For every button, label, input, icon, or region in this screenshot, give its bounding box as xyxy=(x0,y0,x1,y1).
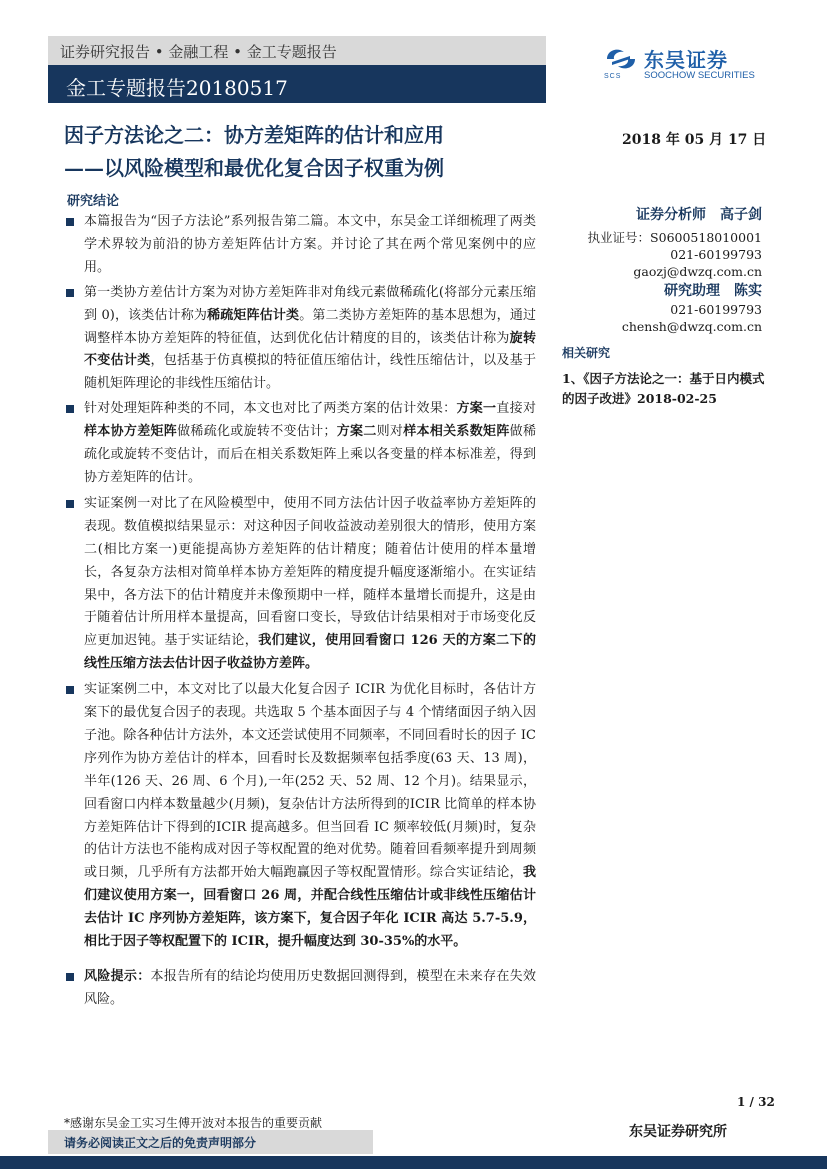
header-report-tag-band xyxy=(48,65,546,103)
report-date: 2018 年 05 月 17 日 xyxy=(622,132,767,148)
risk-label: 风险提示： xyxy=(84,969,151,984)
analyst-1-email[interactable]: gaozj@dwzq.com.cn xyxy=(633,264,762,280)
bullet-text-bold: 我们建议，使用回看窗口 126 天的方案二下的线性压缩方法去估计因子收益协方差阵。 xyxy=(84,633,536,672)
acknowledgement: *感谢东吴金工实习生傅开波对本报告的重要贡献 xyxy=(64,1116,323,1130)
bullet-text: 做稀疏化或旋转不变估计，而后在相关系数矩阵上乘以各变量的样本标准差，得到协方差矩阵的估计。 xyxy=(84,424,536,485)
bullet-square-icon xyxy=(66,405,74,413)
risk-warning xyxy=(64,966,536,1012)
report-title-line1: 因子方法论之二：协方差矩阵的估计和应用 xyxy=(64,123,444,147)
bullet-text: 做稀疏化或旋转不变估计； xyxy=(177,424,337,440)
analyst-1-license: 执业证号：S0600518010001 xyxy=(587,230,762,245)
related-research-item[interactable]: 1、《因子方法论之一：基于日内模式的因子改进》2018-02-25 xyxy=(562,371,765,406)
bullet-text: 针对处理矩阵种类的不同，本文也对比了两类方案的估计效果： xyxy=(84,401,457,417)
disclaimer-note[interactable]: 请务必阅读正文之后的免责声明部分 xyxy=(64,1136,257,1150)
bullet-text-bold: 样本协方差矩阵 xyxy=(84,424,178,440)
research-institute: 东吴证券研究所 xyxy=(629,1124,727,1140)
bullet-text-bold: 方案一 xyxy=(456,401,497,417)
report-title-line2: ——以风险模型和最优化复合因子权重为例 xyxy=(64,156,444,180)
bullet-text: 则对 xyxy=(376,424,404,440)
company-logo-icon xyxy=(604,46,638,72)
analyst-2-email[interactable]: chensh@dwzq.com.cn xyxy=(621,318,762,334)
bullet-text: 实证案例一对比了在风险模型中，使用不同方法估计因子收益率协方差矩阵的表现。数值模拟结果显示：对这种因子间收益波动差别很大的情形，使用方案二(相比方案一)更能提高协方差矩阵的估计精度；随着估计使用的样本量增长，各复杂方法相对简单样本协方差矩阵的精度提升幅度逐渐缩小。在实证结果中，各方法下的估计精度并未像预期中一样，随样本量增长而提升，这是由于随着估计所用样本量提高，回看窗口变长，导致估计结果相对于市场变化反应更加迟钝。基于实证结论， xyxy=(84,495,536,649)
bullet-text: ，包括基于仿真模拟的特征值压缩估计，线性压缩估计，以及基于随机矩阵理论的非线性压缩估计。 xyxy=(84,353,536,392)
analyst-2-phone: 021-60199793 xyxy=(670,301,762,317)
company-logo xyxy=(604,46,774,86)
conclusions-body xyxy=(64,211,536,1012)
report-tag: 金工专题报告20180517 xyxy=(66,76,288,100)
bullet-text: 第一类协方差估计方案为对协方差矩阵非对角线元素做稀疏化(将部分元素压缩到 0)，该类估计称为 xyxy=(84,284,536,323)
conclusion-bullet xyxy=(64,211,536,280)
company-name-cn: 东吴证券 xyxy=(644,50,728,72)
bullet-text-bold: 样本相关系数矩阵 xyxy=(403,424,510,440)
section-heading: 研究结论 xyxy=(67,194,120,209)
conclusion-bullet xyxy=(64,679,536,954)
bullet-text: 本篇报告为“因子方法论”系列报告第二篇。本文中，东吴金工详细梳理了两类学术界较为前沿的协方差矩阵估计方案。并讨论了其在两个常见案例中的应用。 xyxy=(84,214,536,275)
bullet-square-icon xyxy=(66,289,74,297)
bullet-text: 。第二类协方差矩阵的基本思想为，通过调整样本协方差矩阵的特征值，达到优化估计精度的目的，该类估计称为 xyxy=(84,307,536,346)
header-breadcrumb-band xyxy=(48,36,546,65)
page-number: 1 / 32 xyxy=(737,1095,775,1109)
analyst-1-title: 证券分析师 高子剑 xyxy=(636,207,762,223)
analyst-info xyxy=(552,205,762,335)
risk-text: 本报告所有的结论均使用历史数据回测得到，模型在未来存在失效风险。 xyxy=(84,969,536,1007)
analyst-2-title: 研究助理 陈实 xyxy=(664,282,762,299)
conclusion-bullet xyxy=(64,493,536,676)
bullet-text: 直接对 xyxy=(496,401,536,417)
bullet-text: 实证案例二中，本文对比了以最大化复合因子 ICIR 为优化目标时，各估计方案下的最优复合因子的表现。共选取 5 个基本面因子与 4 个情绪面因子纳入因子池。除各种估计方法外，本文还尝试使用不同频率，不同回看时长的因子 IC 序列作为协方差估计的样本，回看时长及数据频率包括季度(63 天、13 周)，半年(126 天、26 周、6 个月),一年(252 天、52 周、12 个月)。结果显示，回看窗口内样本数量越少(月频)，复杂估计方法所得到的ICIR 比简单的样本协方差矩阵估计下得到的ICIR 提高越多。但当回看 IC 频率较低(月频)时，复杂的估计方法也不能构成对因子等权配置的绝对优势。随着回看频率提升到周频或日频，几乎所有方法都开始大幅跑赢因子等权配置情形。综合实证结论， xyxy=(84,682,536,881)
analyst-1-phone: 021-60199793 xyxy=(670,247,762,263)
bullet-text-bold: 方案二 xyxy=(336,424,377,440)
conclusion-bullet xyxy=(64,398,536,490)
bullet-text-bold: 我们建议使用方案一，回看窗口 26 周，并配合线性压缩估计或非线性压缩估计去估计 IC 序列协方差矩阵，该方案下，复合因子年化 ICIR 高达 5.7-5.9，相比于因子等权配置下的 ICIR，提升幅度达到 30-35%的水平。 xyxy=(84,865,536,950)
bullet-square-icon xyxy=(66,973,74,981)
conclusion-bullet xyxy=(64,282,536,397)
company-abbr: SCS xyxy=(604,73,622,80)
header-breadcrumb: 证券研究报告 • 金融工程 • 金工专题报告 xyxy=(60,43,337,61)
related-research-heading: 相关研究 xyxy=(562,346,611,360)
bullet-text-bold: 旋转不变估计类 xyxy=(84,330,536,369)
bullet-square-icon xyxy=(66,686,74,694)
bullet-square-icon xyxy=(66,218,74,226)
footer-bar xyxy=(0,1156,827,1169)
bullet-text-bold: 稀疏矩阵估计类 xyxy=(207,307,300,323)
company-name-en: SOOCHOW SECURITIES xyxy=(644,70,755,81)
bullet-square-icon xyxy=(66,500,74,508)
